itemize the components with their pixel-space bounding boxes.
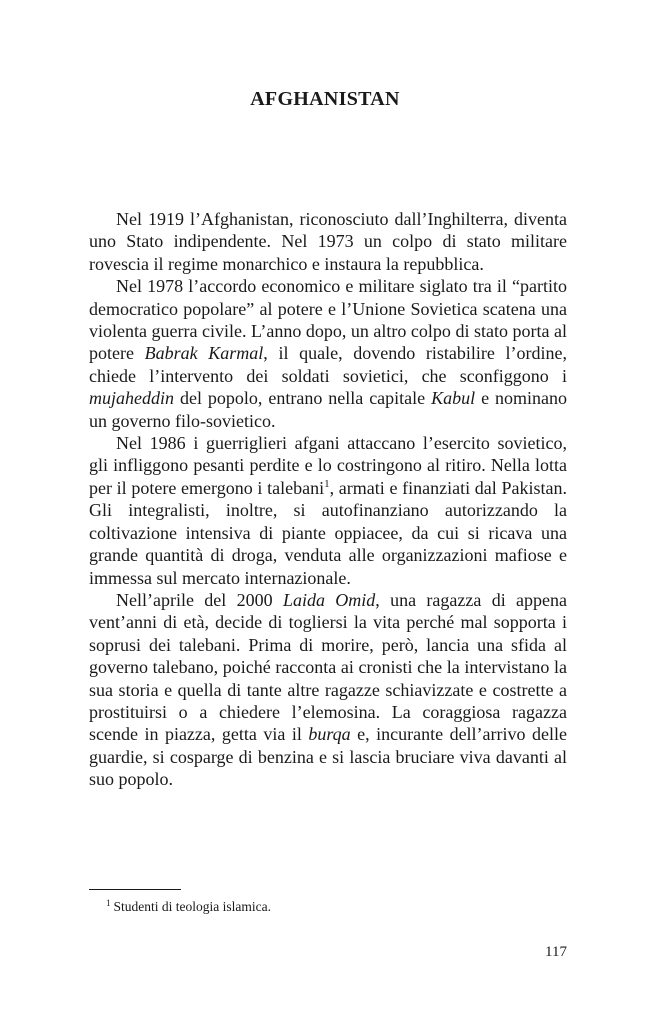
footnote-marker: 1: [106, 897, 111, 908]
page-number: 117: [545, 944, 567, 960]
paragraph-1-text: Nel 1919 l’Afghanistan, riconosciuto dall’Inghilterra, diventa uno Stato indipendente. Nel 1973 un colpo di stato militare rovescia il regime monarchico e instaura la repubblica.: [89, 209, 567, 274]
paragraph-2-text-c: del popolo, entrano nella capitale: [174, 388, 432, 409]
footnote-reference: 1: [324, 477, 330, 490]
footnote-divider: [89, 889, 181, 890]
paragraph-2: [89, 275, 567, 432]
chapter-title: AFGHANISTAN: [250, 88, 400, 110]
person-name-babrak-karmal: Babrak Karmal: [144, 343, 264, 364]
paragraph-4-text-c: e, incurante dell’arrivo delle guardie, si cosparge di benzina e si lascia bruciare viva davanti al suo popolo.: [89, 724, 567, 790]
footnote-text: Studenti di teologia islamica.: [113, 899, 271, 914]
paragraph-4: [89, 589, 567, 791]
paragraph-2-text-b: , il quale, dovendo ristabilire l’ordine, chiede l’intervento dei soldati sovietici, che sconfiggono i: [89, 343, 567, 386]
city-kabul: Kabul: [431, 388, 476, 409]
footnote: [106, 899, 271, 915]
body-text: [89, 208, 567, 791]
paragraph-3: [89, 432, 567, 589]
term-burqa: burqa: [308, 724, 351, 745]
paragraph-2-text-d: e nominano un governo filo-sovietico.: [89, 388, 568, 431]
paragraph-4-text-b: , una ragazza di appena vent’anni di età, decide di togliersi la vita perché mal sopporta i soprusi dei talebani. Prima di morire, però, lancia una sfida al governo talebano, poiché racconta ai cronisti che la intervistano la sua storia e quella di tante altre ragazze schiavizzate e costrette a prostituirsi o a chiedere l’elemosina. La coraggiosa ragazza scende in piazza, getta via il: [89, 589, 567, 745]
paragraph-1: [89, 208, 567, 275]
paragraph-3-text-a: Nel 1986 i guerriglieri afgani attaccano l’esercito sovietico, gli infliggono pesanti perdite e lo costringono al ritiro. Nella lotta per il potere emergono i talebani: [89, 433, 567, 498]
person-name-laida-omid: Laida Omid: [282, 589, 376, 610]
paragraph-3-text-b: , armati e finanziati dal Pakistan. Gli integralisti, inoltre, si autofinanziano autorizzando la coltivazione intensiva di piante oppiacee, da cui si ricava una grande quantità di droga, venduta alle organizzazioni mafiose e immessa sul mercato internazionale.: [89, 477, 567, 588]
paragraph-4-text-a: Nell’aprile del 2000: [116, 589, 283, 610]
term-mujaheddin: mujaheddin: [89, 388, 174, 409]
paragraph-2-text-a: Nel 1978 l’accordo economico e militare siglato tra il “partito democratico popolare” al potere e l’Unione Sovietica scatena una violenta guerra civile. L’anno dopo, un altro colpo di stato porta al potere: [89, 276, 567, 364]
